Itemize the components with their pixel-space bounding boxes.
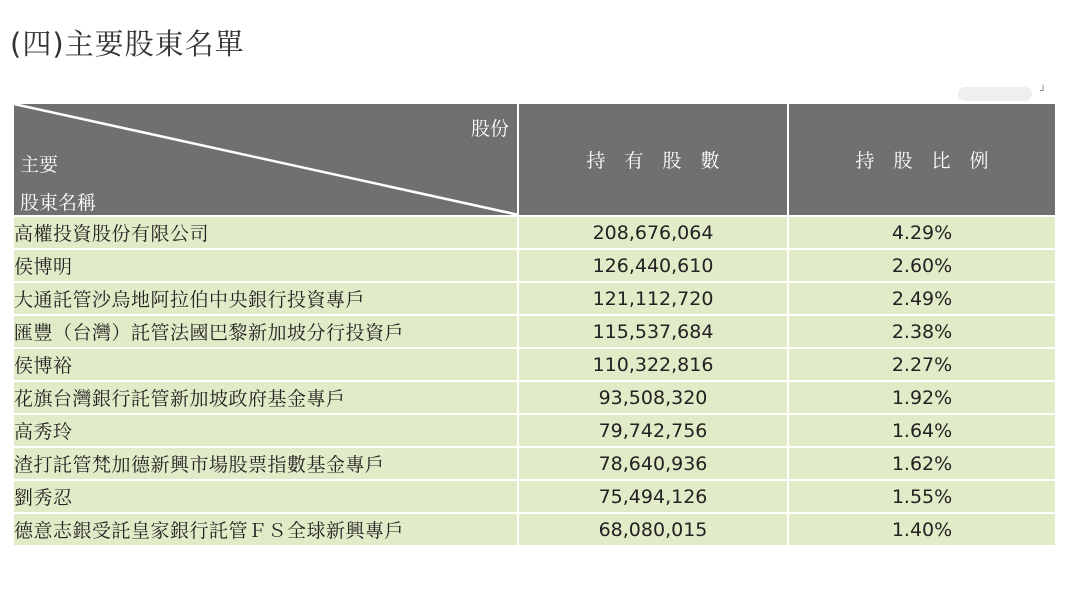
header-holding-ratio: 持 股 比 例 — [788, 103, 1056, 216]
shareholder-name: 德意志銀受託皇家銀行託管ＦＳ全球新興專戶 — [13, 513, 518, 546]
table-row — [13, 447, 1056, 480]
shareholder-name: 大通託管沙烏地阿拉伯中央銀行投資專戶 — [13, 282, 518, 315]
shareholder-name: 劉秀忍 — [13, 480, 518, 513]
table-row — [13, 414, 1056, 447]
shares-held: 115,537,684 — [518, 315, 788, 348]
shareholder-name: 花旗台灣銀行託管新加坡政府基金專戶 — [13, 381, 518, 414]
shareholder-name: 侯博裕 — [13, 348, 518, 381]
holding-ratio: 2.60% — [788, 249, 1056, 282]
table-header-row — [13, 103, 1056, 216]
shares-held: 93,508,320 — [518, 381, 788, 414]
table-row — [13, 348, 1056, 381]
holding-ratio: 2.49% — [788, 282, 1056, 315]
holding-ratio: 4.29% — [788, 216, 1056, 249]
table-row — [13, 315, 1056, 348]
holding-ratio: 1.62% — [788, 447, 1056, 480]
header-shares-label: 股份 — [470, 118, 509, 140]
shareholder-name: 匯豐（台灣）託管法國巴黎新加坡分行投資戶 — [13, 315, 518, 348]
page-title: (四)主要股東名單 — [10, 27, 245, 61]
header-main-label: 主要 — [20, 154, 59, 176]
holding-ratio: 2.38% — [788, 315, 1056, 348]
shares-held: 208,676,064 — [518, 216, 788, 249]
table-row — [13, 282, 1056, 315]
shareholder-name: 渣打託管梵加德新興市場股票指數基金專戶 — [13, 447, 518, 480]
header-shares-held: 持 有 股 數 — [518, 103, 788, 216]
table-row — [13, 216, 1056, 249]
shares-held: 68,080,015 — [518, 513, 788, 546]
decorative-blur — [958, 87, 1032, 101]
holding-ratio: 1.55% — [788, 480, 1056, 513]
holding-ratio: 2.27% — [788, 348, 1056, 381]
shareholder-name: 高權投資股份有限公司 — [13, 216, 518, 249]
header-name-label: 股東名稱 — [20, 192, 97, 214]
table-row — [13, 480, 1056, 513]
shares-held: 110,322,816 — [518, 348, 788, 381]
table-row — [13, 249, 1056, 282]
holding-ratio: 1.92% — [788, 381, 1056, 414]
shareholder-name: 高秀玲 — [13, 414, 518, 447]
table-row — [13, 513, 1056, 546]
table-row — [13, 381, 1056, 414]
shares-held: 78,640,936 — [518, 447, 788, 480]
corner-mark: ┘ — [1040, 86, 1047, 97]
shares-held: 121,112,720 — [518, 282, 788, 315]
header-diagonal-cell — [13, 103, 518, 216]
holding-ratio: 1.40% — [788, 513, 1056, 546]
shareholder-name: 侯博明 — [13, 249, 518, 282]
shares-held: 75,494,126 — [518, 480, 788, 513]
shares-held: 126,440,610 — [518, 249, 788, 282]
holding-ratio: 1.64% — [788, 414, 1056, 447]
shares-held: 79,742,756 — [518, 414, 788, 447]
shareholder-table — [12, 102, 1057, 547]
